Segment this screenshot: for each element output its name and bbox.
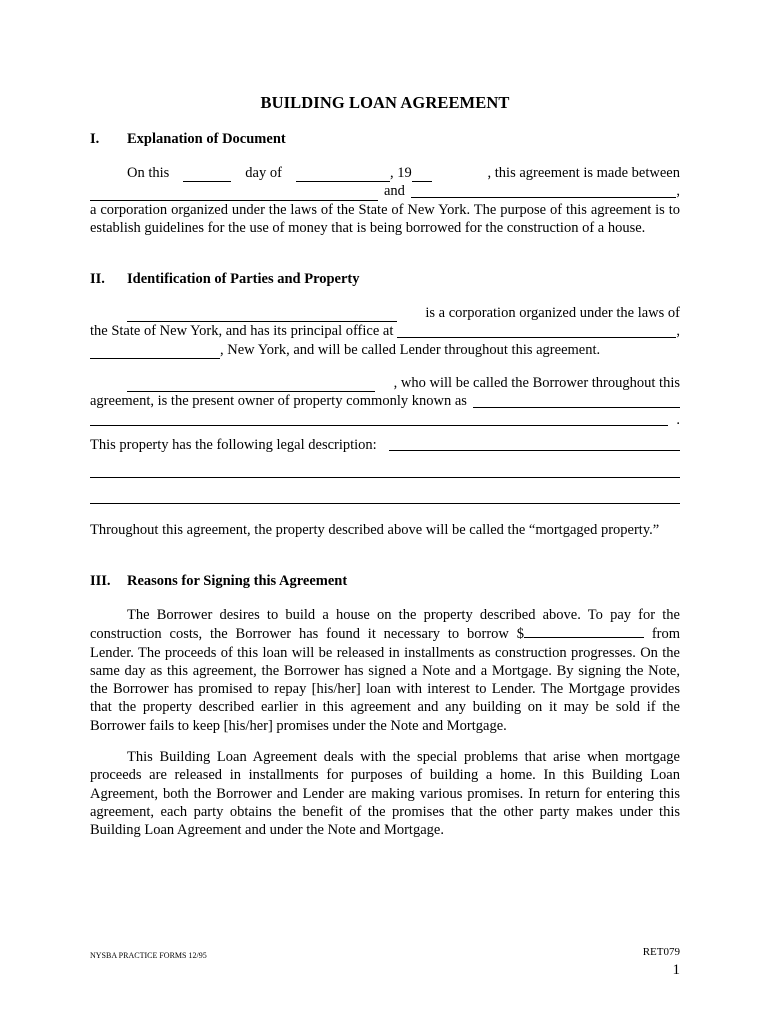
section-2-number: II.	[90, 271, 105, 287]
lender-office-blank[interactable]	[397, 324, 676, 338]
date-line: On this day of , 19 , this agreement is made between	[127, 165, 680, 181]
section-3-title: Reasons for Signing this Agreement	[127, 573, 348, 589]
party-1-blank[interactable]	[90, 187, 378, 201]
reasons-paragraph-2: This Building Loan Agreement deals with the special problems that arise when mortgage proceeds are released in installments for purposes of building a home. In this Building Loan Agreement, both the Borrower and Lender are making various promises. In return for entering this agreement, each party obtains the benefit of the promises that the other party makes under this Building Loan Agreement and under the Note and Mortgage.	[90, 749, 680, 839]
section-3-number: III.	[90, 573, 111, 589]
mortgaged-property-paragraph: Throughout this agreement, the property described above will be called the “mortgaged property.”	[90, 522, 660, 538]
property-address-blank-2[interactable]	[90, 412, 668, 426]
section-1-text: a corporation organized under the laws of the State of New York. The purpose of this agreement is to establish guidelines for the use of money that is being borrowed for the construction of a house.	[90, 201, 680, 236]
parties-line: and ,	[90, 182, 680, 200]
borrower-name-blank[interactable]	[127, 378, 375, 392]
section-2-title: Identification of Parties and Property	[127, 271, 360, 287]
property-address-blank[interactable]	[473, 394, 680, 408]
section-3-heading	[90, 573, 680, 590]
section-2-heading	[90, 271, 680, 288]
footer-code: RET079	[642, 946, 680, 958]
lender-paragraph: is a corporation organized under the laws of the State of New York, and has its principal office at , , New York, and will be called Lender throughout this agreement.	[90, 305, 680, 358]
legal-description-blank-2[interactable]	[90, 477, 680, 478]
section-1-body	[90, 164, 680, 237]
lender-city-blank[interactable]	[90, 345, 220, 359]
day-blank[interactable]	[183, 168, 231, 182]
year-blank[interactable]	[412, 168, 432, 182]
section-1-number: I.	[90, 131, 100, 147]
reasons-paragraph-1: The Borrower desires to build a house on the property described above. To pay for the construction costs, the Borrower has found it necessary to borrow $ from Lender. The proceeds of this loan will be released in installments as construction progresses. On the same day as this agreement, the Borrower has signed a Note and a Mortgage. By signing the Note, the Borrower has promised to repay [his/her] loan with interest to Lender. The Mortgage provides that the property described earlier in this agreement and any building on it may be sold if the Borrower fails to keep [his/her] promises under the Note and Mortgage.	[90, 607, 681, 734]
footer-form-id: NYSBA PRACTICE FORMS 12/95	[90, 951, 207, 960]
section-1-heading	[90, 131, 680, 148]
legal-description-blank-3[interactable]	[90, 503, 680, 504]
section-1-title: Explanation of Document	[127, 131, 286, 147]
legal-description-line: This property has the following legal description:	[90, 436, 680, 454]
borrower-paragraph: , who will be called the Borrower throughout this agreement, is the present owner of property commonly known as .	[90, 375, 680, 428]
document-title: BUILDING LOAN AGREEMENT	[260, 93, 510, 112]
page-number: 1	[672, 962, 680, 978]
month-blank[interactable]	[296, 168, 390, 182]
party-2-blank[interactable]	[411, 184, 676, 198]
legal-description-blank[interactable]	[389, 437, 680, 451]
loan-amount-blank[interactable]	[524, 624, 644, 638]
lender-name-blank[interactable]	[127, 308, 397, 322]
